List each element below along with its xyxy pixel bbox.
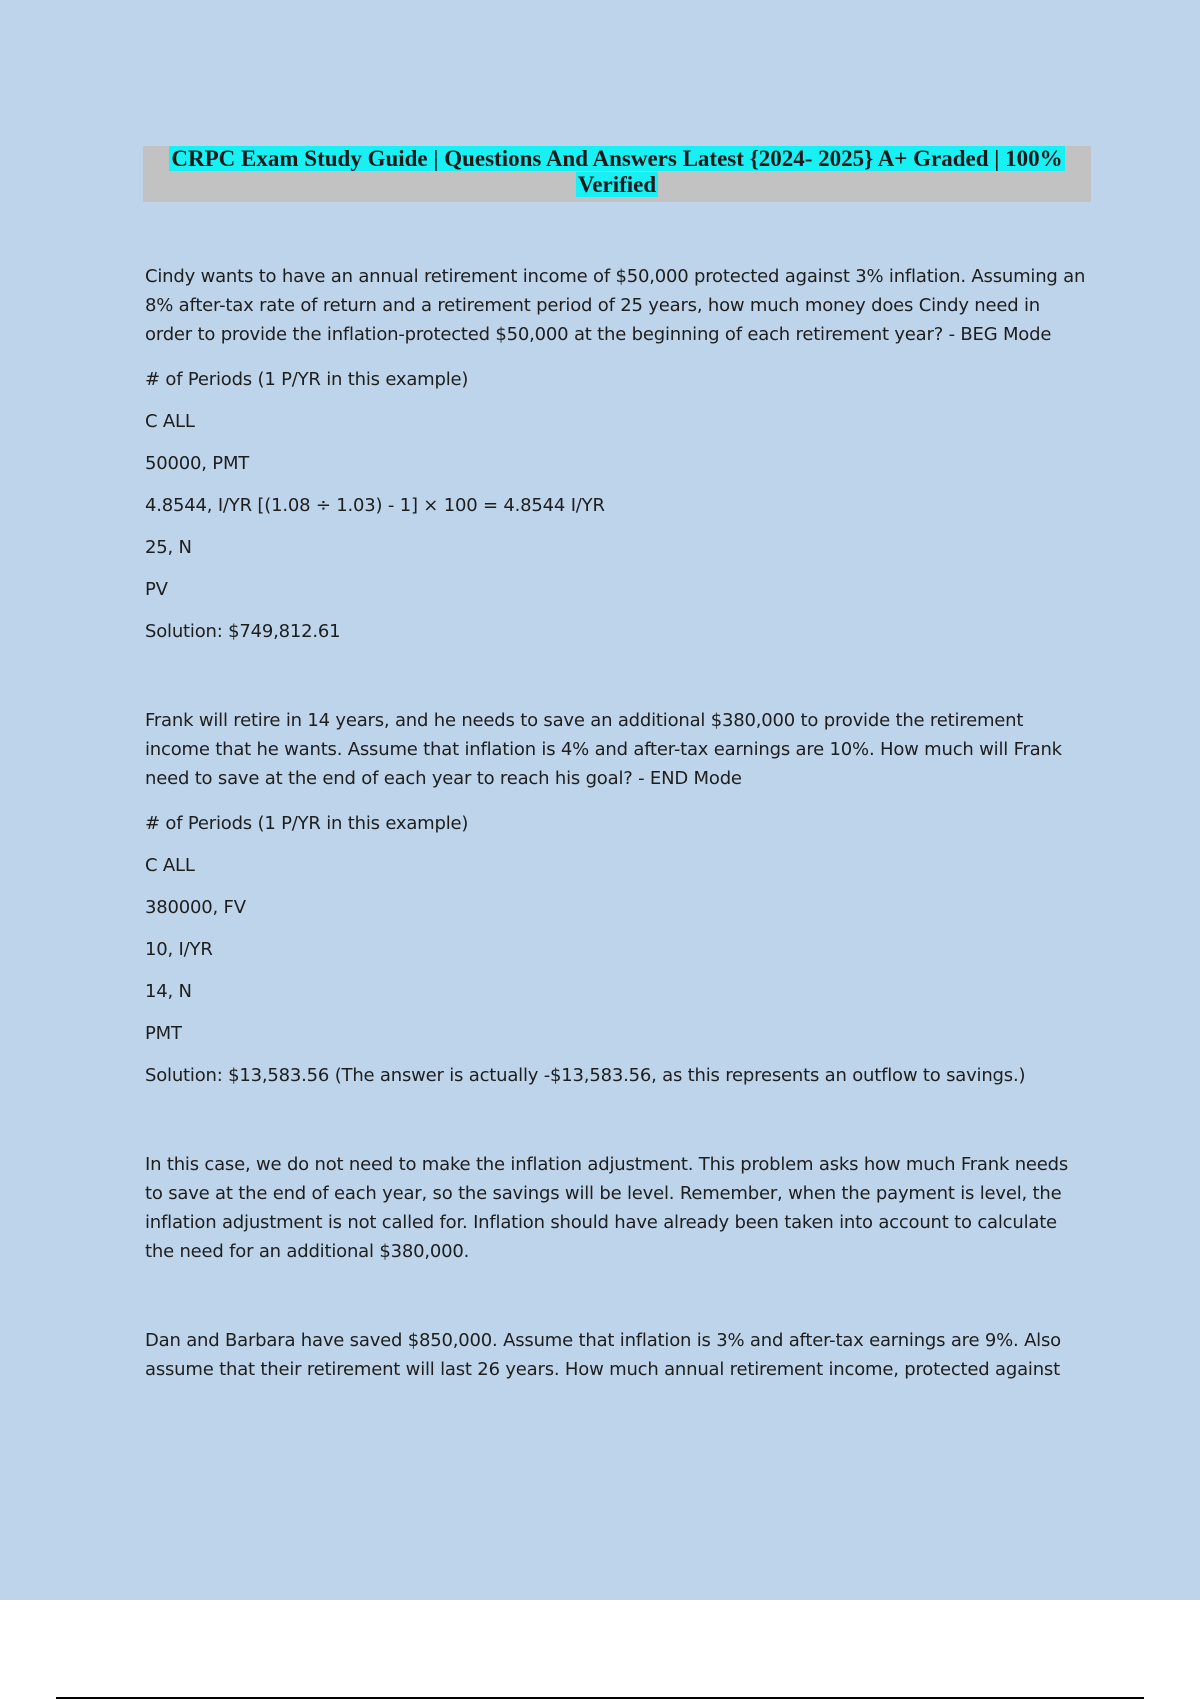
- q1-solution: Solution: $749,812.61: [145, 621, 341, 642]
- q2-step: 10, I/YR: [145, 939, 213, 960]
- document-title: CRPC Exam Study Guide | Questions And Answers Latest {2024- 2025} A+ Graded | 100% Verified: [171, 146, 1063, 197]
- q1-step: 50000, PMT: [145, 453, 250, 474]
- title-banner: [143, 146, 1091, 202]
- document-body: [145, 262, 1090, 1384]
- question-1-text: Cindy wants to have an annual retirement income of $50,000 protected against 3% inflation. Assuming an 8% after-tax rate of return and a retirement period of 25 years, how much money does Cindy need in order to provide the inflation-protected $50,000 at the beginning of each retirement year? - BEG Mode: [145, 266, 1086, 345]
- q1-step: 25, N: [145, 537, 192, 558]
- q2-step: 380000, FV: [145, 897, 246, 918]
- q1-step: # of Periods (1 P/YR in this example): [145, 369, 469, 390]
- q2-step: 14, N: [145, 981, 192, 1002]
- q2-step: PMT: [145, 1023, 182, 1044]
- question-3-text: Dan and Barbara have saved $850,000. Assume that inflation is 3% and after-tax earnings are 9%. Also assume that their retirement will last 26 years. How much annual retirement income, protected against: [145, 1330, 1061, 1380]
- question-2-text: Frank will retire in 14 years, and he needs to save an additional $380,000 to provide the retirement income that he wants. Assume that inflation is 4% and after-tax earnings are 10%. How much will Frank need to save at the end of each year to reach his goal? - END Mode: [145, 710, 1062, 789]
- q2-explanation: In this case, we do not need to make the inflation adjustment. This problem asks how much Frank needs to save at the end of each year, so the savings will be level. Remember, when the payment is level, the inflation adjustment is not called for. Inflation should have already been taken into account to calculate the need for an additional $380,000.: [145, 1154, 1069, 1262]
- q1-step: 4.8544, I/YR [(1.08 ÷ 1.03) - 1] × 100 = 4.8544 I/YR: [145, 495, 605, 516]
- q1-step: C ALL: [145, 411, 195, 432]
- footer-divider: [56, 1697, 1144, 1699]
- q2-step: # of Periods (1 P/YR in this example): [145, 813, 469, 834]
- q2-step: C ALL: [145, 855, 195, 876]
- q1-step: PV: [145, 579, 168, 600]
- q2-solution: Solution: $13,583.56 (The answer is actually -$13,583.56, as this represents an outflow to savings.): [145, 1065, 1026, 1086]
